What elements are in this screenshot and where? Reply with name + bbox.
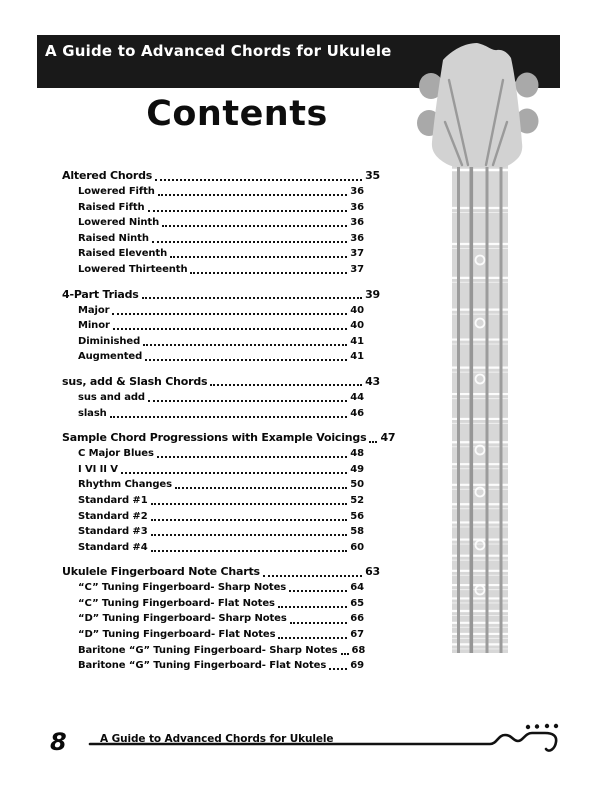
page-title: Contents <box>146 94 328 134</box>
toc-item-row <box>62 540 364 556</box>
toc-entry-page: 50 <box>350 479 364 491</box>
toc-item-row <box>62 303 364 319</box>
toc-entry-page: 37 <box>350 263 364 275</box>
ukulele-neck-graphic <box>415 30 570 660</box>
toc-item-row <box>62 580 364 596</box>
toc-item-row <box>62 477 364 493</box>
toc-entry-label: Lowered Fifth <box>78 186 155 197</box>
toc-item-row <box>62 262 364 278</box>
toc-entry-label: Sample Chord Progressions with Example Voicings <box>62 431 367 445</box>
toc-item-row <box>62 627 364 643</box>
toc-entry-label: Augmented <box>78 351 143 363</box>
toc-entry-page: 49 <box>350 463 364 475</box>
toc-item-row <box>62 446 364 462</box>
toc-entry-label: Ukulele Fingerboard Note Charts <box>62 565 260 579</box>
dot-leader <box>155 179 362 181</box>
dot-leader <box>170 256 347 258</box>
footer-title: A Guide to Advanced Chords for Ukulele <box>100 733 334 745</box>
toc-entry-page: 36 <box>350 217 364 229</box>
toc-entry-page: 41 <box>350 335 364 347</box>
toc-item-row <box>62 318 364 334</box>
dot-leader <box>341 653 349 655</box>
toc-entry-label: “C” Tuning Fingerboard- Flat Notes <box>78 597 275 609</box>
toc-entry-label: 4-Part Triads <box>62 287 139 301</box>
toc-item-row <box>62 215 364 231</box>
dot-leader <box>151 550 348 552</box>
toc-entry-page: 36 <box>350 201 364 213</box>
dot-leader <box>158 194 347 196</box>
dot-leader <box>157 456 347 458</box>
toc-item-row <box>62 390 364 406</box>
dot-leader <box>175 487 347 489</box>
toc-entry-label: Standard #1 <box>78 494 148 506</box>
dot-leader <box>145 359 347 361</box>
toc-entry-page: 63 <box>365 565 380 579</box>
toc-entry-page: 69 <box>350 660 364 672</box>
ukulele-headstock <box>432 43 522 167</box>
dot-leader <box>110 416 348 418</box>
toc-section-row <box>62 287 380 303</box>
toc-entry-label: C Major Blues <box>78 448 154 460</box>
dot-leader <box>190 272 347 274</box>
toc <box>62 168 396 674</box>
toc-entry-label: Lowered Thirteenth <box>78 263 188 275</box>
toc-entry-label: Baritone “G” Tuning Fingerboard- Flat Notes <box>78 660 327 672</box>
toc-item-row <box>62 493 364 509</box>
toc-entry-page: 36 <box>350 186 364 197</box>
toc-entry-page: 48 <box>350 448 364 460</box>
toc-entry-label: Altered Chords <box>62 169 153 182</box>
dot-leader <box>121 472 347 474</box>
toc-item-row <box>62 524 364 540</box>
toc-entry-label: Standard #2 <box>78 510 148 522</box>
toc-entry-label: “D” Tuning Fingerboard- Flat Notes <box>78 629 276 641</box>
toc-entry-label: Major <box>78 304 110 316</box>
toc-entry-page: 39 <box>365 287 380 301</box>
toc-entry-label: sus, add & Slash Chords <box>62 374 208 388</box>
header-title: A Guide to Advanced Chords for Ukulele <box>45 42 392 60</box>
dot-leader <box>263 575 362 577</box>
toc-entry-page: 43 <box>365 374 380 388</box>
toc-entry-label: Standard #4 <box>78 541 148 553</box>
toc-entry-page: 65 <box>350 597 364 609</box>
dot-leader <box>152 241 347 243</box>
toc-item-row <box>62 349 364 365</box>
dot-leader <box>278 606 347 608</box>
toc-entry-page: 47 <box>380 431 396 445</box>
toc-entry-label: “C” Tuning Fingerboard- Sharp Notes <box>78 582 287 594</box>
dot-leader <box>148 210 348 212</box>
toc-entry-page: 35 <box>365 169 380 182</box>
toc-entry-page: 68 <box>351 644 366 656</box>
toc-entry-label: slash <box>78 407 107 419</box>
toc-entry-page: 37 <box>350 248 364 260</box>
toc-entry-label: Baritone “G” Tuning Fingerboard- Sharp Notes <box>78 644 338 656</box>
toc-item-row <box>62 406 364 422</box>
footer-dots <box>526 724 558 729</box>
toc-item-row <box>62 611 364 627</box>
toc-section-row <box>62 168 380 184</box>
toc-entry-label: Raised Eleventh <box>78 248 168 260</box>
dot-leader <box>210 384 362 386</box>
footer-rule-ukulele-body-icon <box>85 720 575 770</box>
dot-leader <box>369 441 377 443</box>
dot-leader <box>329 668 347 670</box>
toc-entry-page: 36 <box>350 232 364 244</box>
toc-entry-page: 41 <box>350 351 364 363</box>
dot-leader <box>113 328 347 330</box>
toc-entry-label: Raised Ninth <box>78 232 149 244</box>
toc-entry-label: “D” Tuning Fingerboard- Sharp Notes <box>78 613 287 625</box>
toc-entry-page: 46 <box>350 407 364 419</box>
dot-leader <box>148 400 347 402</box>
dot-leader <box>162 225 347 227</box>
dot-leader <box>151 519 348 521</box>
toc-entry-page: 66 <box>350 613 364 625</box>
toc-item-row <box>62 231 364 247</box>
toc-entry-page: 56 <box>350 510 364 522</box>
toc-entry-page: 67 <box>350 629 364 641</box>
toc-entry-label: Minor <box>78 320 110 332</box>
toc-entry-label: Rhythm Changes <box>78 479 172 491</box>
toc-entry-page: 60 <box>350 541 364 553</box>
toc-item-row <box>62 184 364 200</box>
dot-leader <box>151 503 348 505</box>
toc-entry-page: 40 <box>350 320 364 332</box>
toc-entry-label: sus and add <box>78 391 145 403</box>
toc-item-row <box>62 200 364 216</box>
toc-entry-label: Lowered Ninth <box>78 217 160 229</box>
dot-leader <box>112 313 347 315</box>
toc-entry-label: Diminished <box>78 335 141 347</box>
dot-leader <box>151 534 348 536</box>
toc-item-row <box>62 462 364 478</box>
toc-item-row <box>62 246 364 262</box>
toc-entry-label: Raised Fifth <box>78 201 145 213</box>
toc-entry-page: 58 <box>350 526 364 538</box>
toc-item-row <box>62 509 364 525</box>
toc-item-row <box>62 643 364 659</box>
dot-leader <box>278 637 347 639</box>
toc-entry-page: 64 <box>350 582 364 594</box>
toc-entry-page: 40 <box>350 304 364 316</box>
toc-item-row <box>62 334 364 350</box>
dot-leader <box>290 622 348 624</box>
dot-leader <box>142 297 362 299</box>
toc-entry-label: I VI II V <box>78 463 118 475</box>
toc-item-row <box>62 596 364 612</box>
toc-section-row <box>62 430 396 446</box>
dot-leader <box>143 344 347 346</box>
toc-entry-page: 44 <box>350 391 364 403</box>
toc-section-row <box>62 374 380 390</box>
page-number: 8 <box>50 728 67 756</box>
footer <box>0 720 612 792</box>
dot-leader <box>289 590 347 592</box>
toc-entry-page: 52 <box>350 494 364 506</box>
toc-entry-label: Standard #3 <box>78 526 148 538</box>
toc-section-row <box>62 564 380 580</box>
toc-item-row <box>62 658 364 674</box>
